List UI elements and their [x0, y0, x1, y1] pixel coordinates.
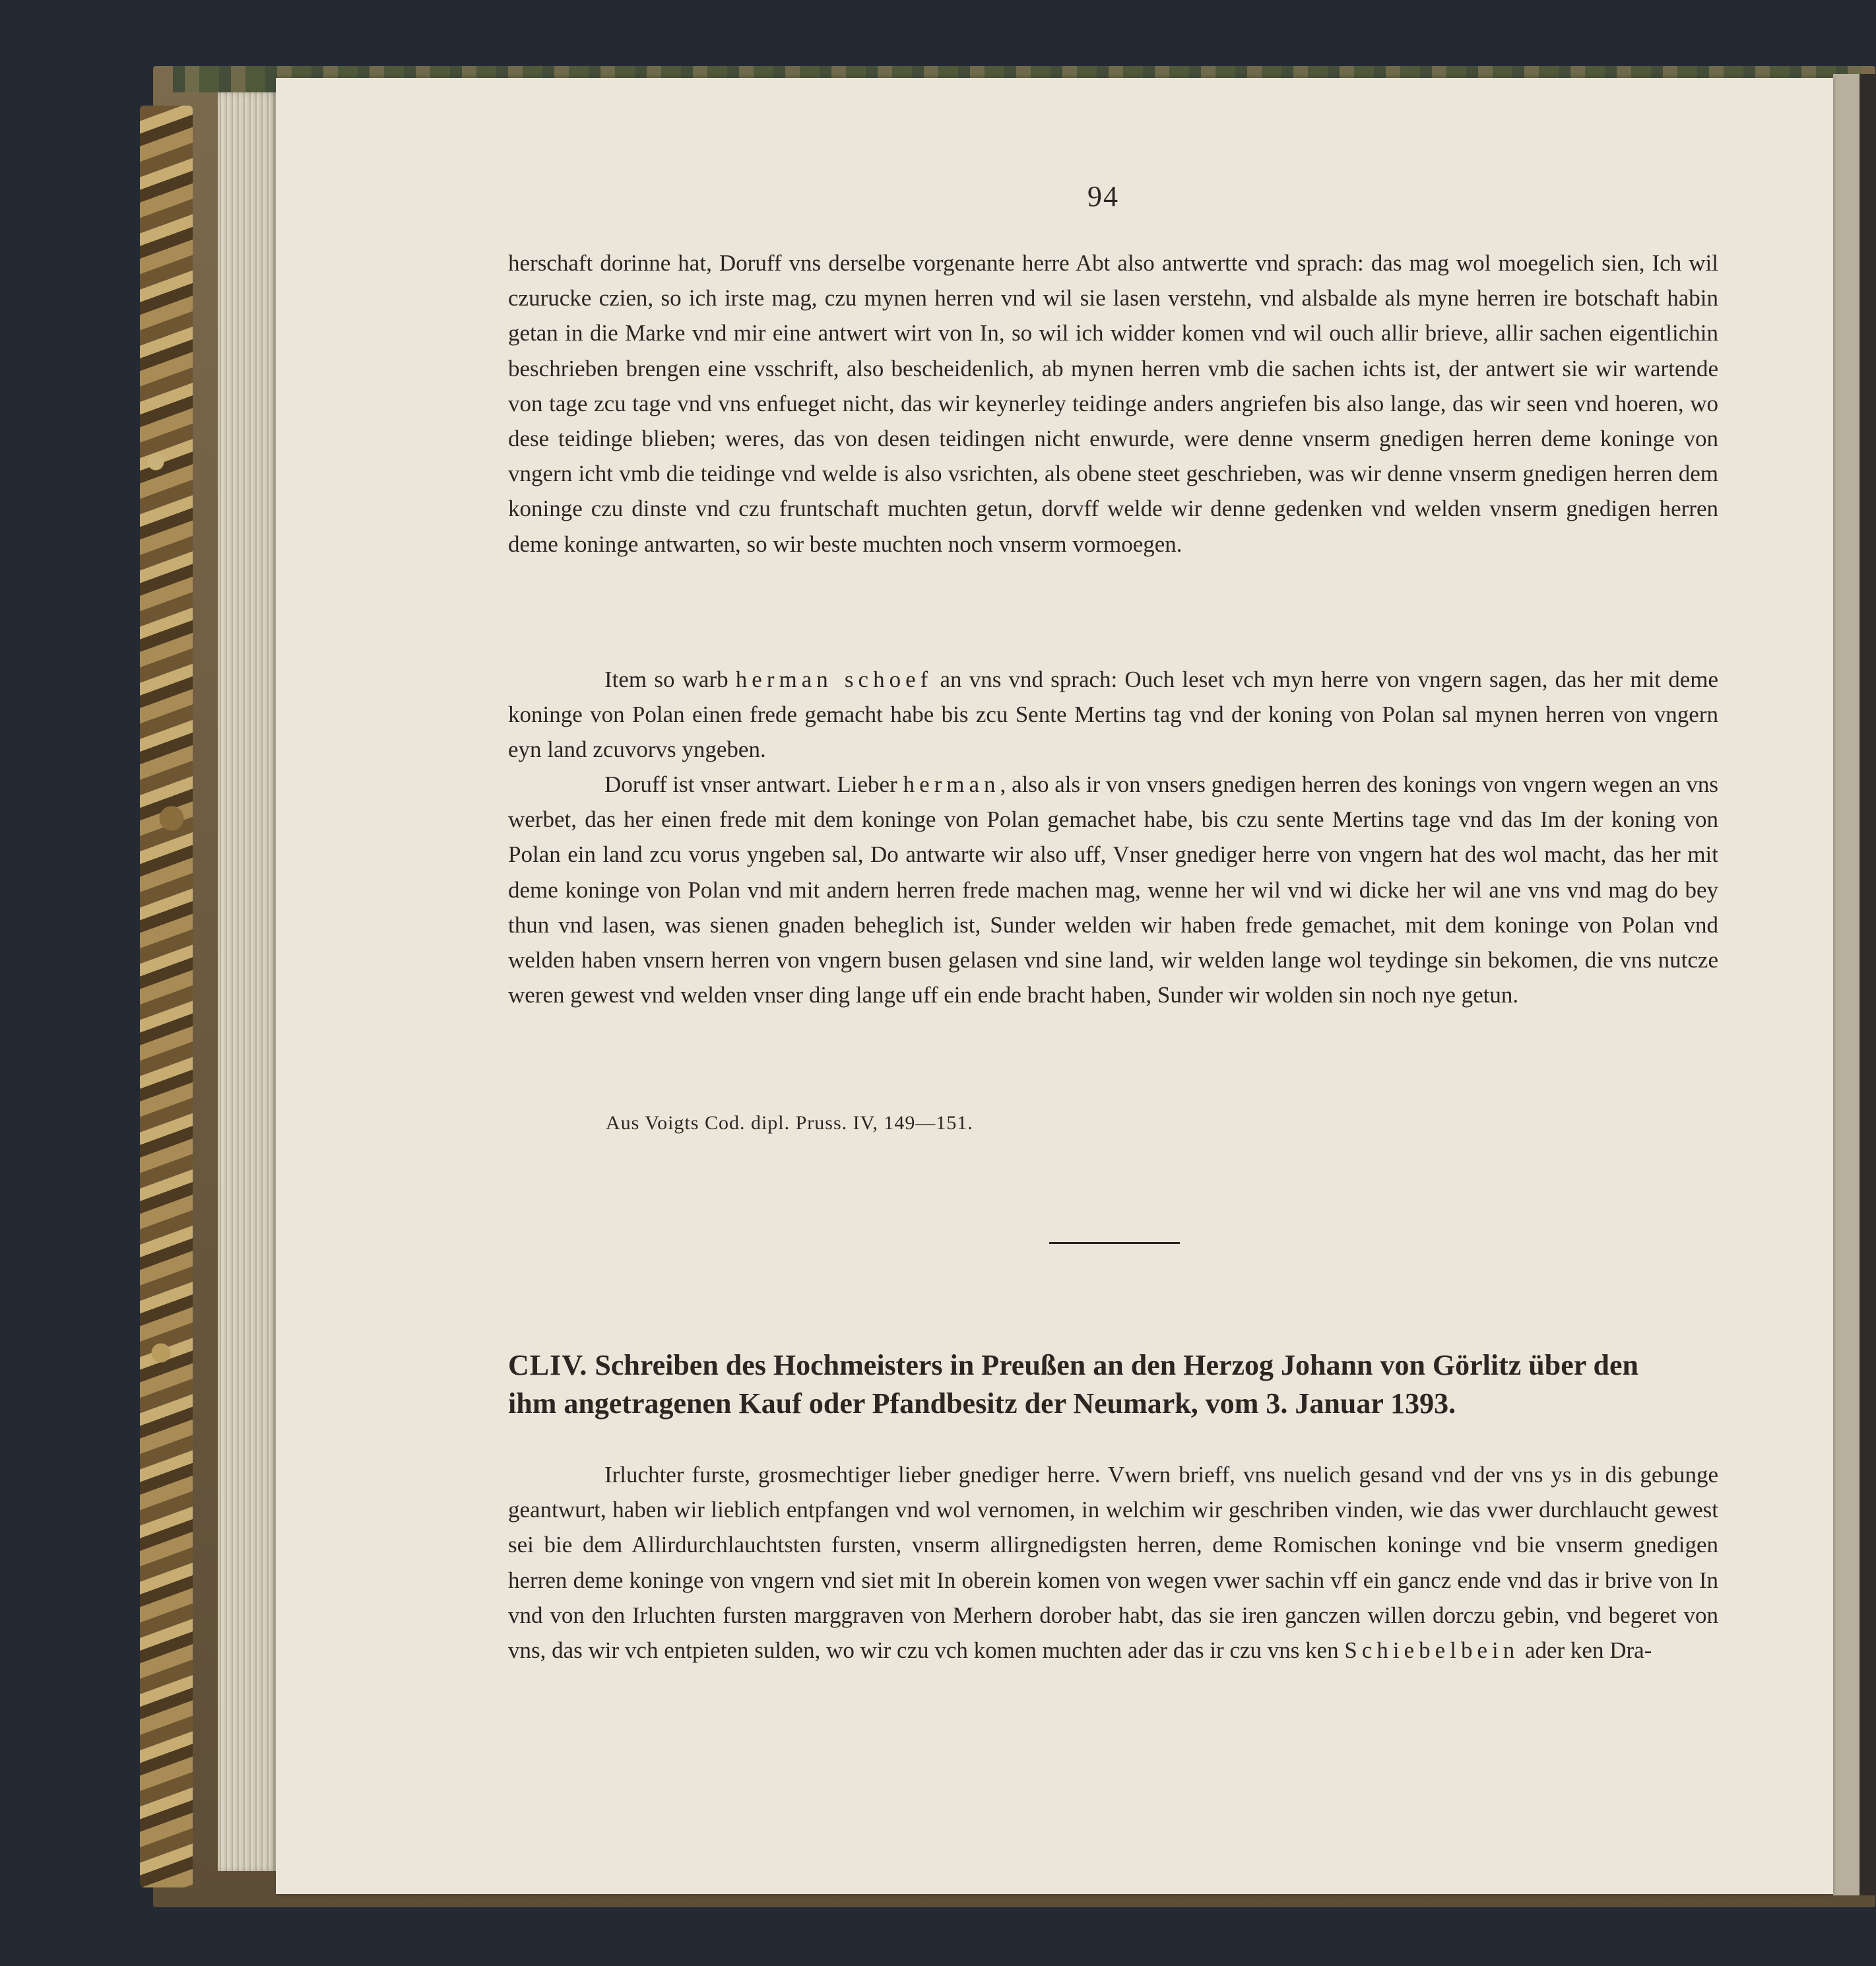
- paragraph-1: [508, 246, 1718, 562]
- section-divider: [1049, 1242, 1180, 1244]
- paragraph-2-prefix: Item so warb: [604, 667, 728, 692]
- paragraph-2: [508, 662, 1718, 768]
- marbled-edge: [140, 106, 193, 1887]
- paragraph-3-text: [508, 767, 1718, 1012]
- paragraph-3: [508, 767, 1718, 1012]
- paragraph-3-name: herman: [903, 771, 1000, 797]
- paragraph-4: [508, 1457, 1718, 1668]
- paragraph-4-main: Irluchter furste, grosmechtiger lieber gnediger herre. Vwern brieff, vns nuelich gesand vnd der vns ys in dis gebunge geantwurt, haben wir lieblich entpfangen vnd wol vernomen, in welchim wir geschriben vinden, wie das vwer durchlaucht gewest sei bie dem Allirdurchlauchtsten fursten, vnserm allirgnedigsten herren, deme Romischen koninge vnd bie vnserm gnedigen herren deme koninge von vngern vnd siet mit In oberein komen von wegen vwer sachin vff ein gancz ende vnd das ir brive von In vnd von den Irluchten fursten marggraven von Merhern dorober habt, das sie iren ganczen willen dorczu gebin, vnd begeret von vns, das wir vch entpieten sulden, wo wir czu vch komen muchten ader das ir czu vns ken: [508, 1462, 1718, 1664]
- paragraph-1-text: herschaft dorinne hat, Doruff vns derselbe vorgenante herre Abt also antwertte vnd sprach: das mag wol moegelich sien, Ich wil czurucke czien, so ich irste mag, czu mynen herren vnd wil sie lasen verstehn, vnd alsbalde als myne herren ire botschaft habin getan in die Marke vnd mir eine antwert wirt von In, so wil ich widder komen vnd wil ouch allir brieve, allir sachen eigentlichin beschrieben brengen eine vsschrift, also bescheidenlich, ab mynen herren vmb die sachen ichts ist, der antwert sie wir wartende von tage zcu tage vnd vns enfueget nicht, das wir keynerley teidinge anders angriefen bis also lange, das wir seen vnd hoeren, wo dese teidinge blieben; weres, das von desen teidingen nicht enwurde, were denne vnserm gnedigen herren deme koninge von vngern icht vmb die teidinge vnd welde is also vsrichten, als obene steet geschrieben, was wir denne vnserm gnedigen herren dem koninge czu dinste vnd czu fruntschaft muchten getun, dorvff welde wir denne gedenken vnd welden vnserm gnedigen herren deme koninge antwarten, so wir beste muchten noch vnserm vormoegen.: [508, 250, 1718, 557]
- page-number: 94: [1087, 180, 1119, 213]
- page-edges: [218, 92, 277, 1871]
- heading-line-1: Schreiben des Hochmeisters in Preußen an den Herzog Johann von Görlitz über den: [595, 1349, 1638, 1381]
- paragraph-3-prefix: Doruff ist vnser antwart. Lieber: [604, 771, 897, 797]
- paragraph-4-place: Schiebelbein: [1344, 1637, 1520, 1664]
- section-heading: [508, 1346, 1722, 1423]
- paragraph-2-name: herman schoef: [735, 667, 933, 692]
- source-note: Aus Voigts Cod. dipl. Pruss. IV, 149—151.: [606, 1112, 973, 1134]
- paragraph-3-rest: , also als ir von vnsers gnedigen herren des konings von vngern wegen an vns werbet, das her einen frede mit dem koninge von Polan gemachet habe, bis czu sente Mertins tage vnd das Im der koning von Polan ein land zcu vorus yngeben sal, Do antwarte wir also uff, Vnser gnediger herre von vngern hat des wol macht, das her mit deme koninge von Polan vnd mit andern herren frede machen mag, wenne her wil vnd wi dicke her wil ane vns vnd mag do bey thun vnd lasen, was sienen gnaden beheglich ist, Sunder welden wir haben frede gemachet, mit dem koninge von Polan vnd welden haben vnsern herren von vngern busen gelasen vnd sine land, wir welden lange wol teydinge sin bekomen, die vns nutcze weren gewest vnd welden vnser ding lange uff ein ende bracht haben, Sunder wir wolden sin noch nye getun.: [508, 771, 1719, 1008]
- heading-number: CLIV.: [508, 1349, 588, 1381]
- paragraph-4-end: ader ken Dra-: [1524, 1637, 1652, 1664]
- paragraph-2-text: [508, 662, 1718, 768]
- right-page-edge: [1833, 74, 1876, 1895]
- heading-line-2: ihm angetragenen Kauf oder Pfandbesitz der Neumark, vom 3. Januar 1393.: [508, 1387, 1456, 1420]
- paragraph-4-text: [508, 1457, 1718, 1668]
- paragraph-2-rest: an vns vnd sprach: Ouch leset vch myn herre von vngern sagen, das her mit deme koninge von Polan einen frede gemacht habe bis zcu Sente Mertins tag vnd der koning von Polan sal mynen herren von vngern eyn land zcuvorvs yngeben.: [508, 667, 1718, 763]
